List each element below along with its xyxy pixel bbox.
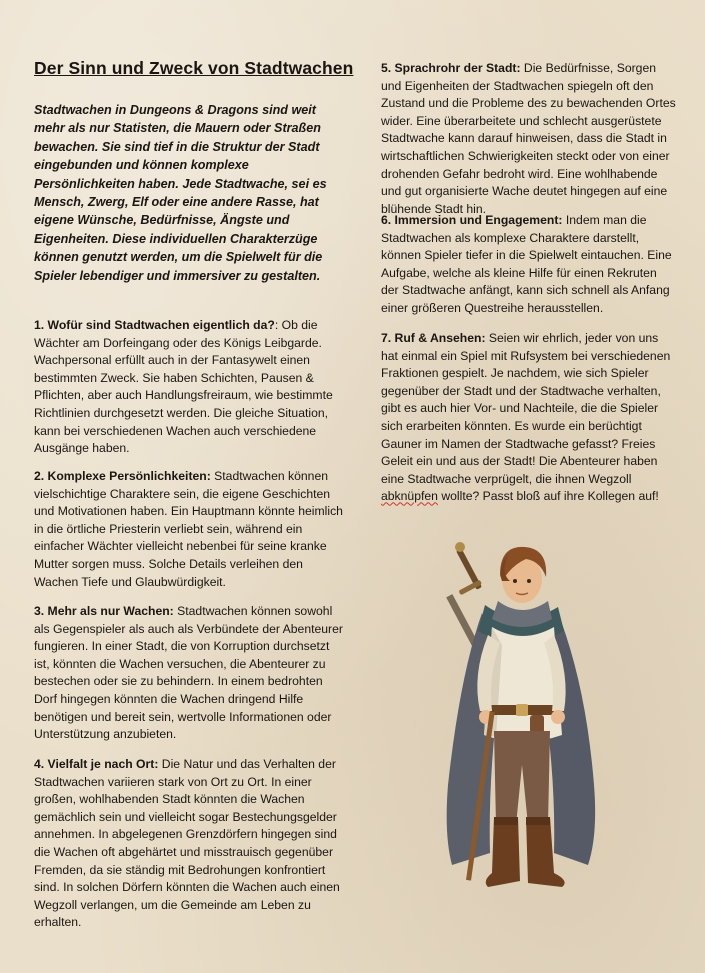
- section-text: Seien wir ehrlich, jeder von uns hat einmal ein Spiel mit Rufsystem bei verschiedenen Fraktionen gespielt. Je nachdem, wie sich Spieler gegenüber der Stadt und der Stadtwache verhalten, gibt es auch hier Vor- und Nachteile, die die Spieler sich erarbeiten könnten. Es wurde ein berüchtigt Gauner im Namen der Stadtwache gefasst? Freies Geleit ein und aus der Stadt! Die Abenteurer haben eine Stadtwache verprügelt, die ihnen Wegzoll: [381, 331, 671, 486]
- section-heading: 7. Ruf & Ansehen:: [381, 331, 486, 345]
- section-heading: 5. Sprachrohr der Stadt:: [381, 61, 521, 75]
- section-4: [34, 756, 346, 932]
- section-7: [381, 330, 677, 506]
- section-heading: 3. Mehr als nur Wachen:: [34, 604, 174, 618]
- section-1: [34, 317, 346, 458]
- section-text: : Ob die Wächter am Dorfeingang oder des Königs Leibgarde. Wachpersonal erfüllt auch in der Fantasywelt einen bestimmten Zweck. Sie haben Schichten, Pausen & Pflichten, aber auch Handlungsfreiraum, wie bestimmte Richtlinien durchgesetzt werden. Die gleiche Situation, kann bei verschiedenen Wachen auch verschiedene Ausgänge haben.: [34, 318, 333, 456]
- page-title: Der Sinn und Zweck von Stadtwachen: [34, 58, 354, 78]
- section-6: [381, 212, 677, 318]
- section-heading: 2. Komplexe Persönlichkeiten:: [34, 469, 211, 483]
- section-5: [381, 60, 677, 218]
- section-heading: 4. Vielfalt je nach Ort:: [34, 757, 159, 771]
- section-text: Die Natur und das Verhalten der Stadtwachen variieren stark von Ort zu Ort. In einer großen, wohlhabenden Stadt könnten die Wachen gemächlich sein und vielleicht sogar Bestechungsgelder annehmen. In abgelegenen Grenzdörfern hingegen sind die Wachen oft abgehärtet und misstrauisch gegenüber Fremden, da sie ständig mit Bedrohungen konfrontiert sind. In solchen Dörfern könnten die Wachen auch einen Wegzoll verlangen, um die Gemeinde am Leben zu erhalten.: [34, 757, 340, 930]
- intro-paragraph: Stadtwachen in Dungeons & Dragons sind weit mehr als nur Statisten, die Mauern oder Straßen bewachen. Sie sind tief in die Struktur der Stadt eingebunden und können komplexe Persönlichkeiten haben. Jede Stadtwache, sei es Mensch, Zwerg, Elf oder eine andere Rasse, hat eigene Wünsche, Bedürfnisse, Ängste und Eigenheiten. Diese individuellen Charakterzüge können genutzt werden, um die Spielwelt für die Spieler lebendiger und immersiver zu gestalten.: [34, 103, 327, 283]
- section-text: Indem man die Stadtwachen als komplexe Charaktere darstellt, können Spieler tiefer in die Spielwelt eintauchen. Eine Aufgabe, welche als kleine Hilfe für einen Rekruten der Stadtwache anfängt, kann sich schnell als Anfang einer größeren Questreihe herausstellen.: [381, 213, 672, 315]
- guard-illustration: [430, 535, 610, 907]
- section-heading: 6. Immersion und Engagement:: [381, 213, 563, 227]
- section-3: [34, 603, 346, 744]
- spellcheck-flagged-word[interactable]: abknüpfen: [381, 489, 438, 504]
- section-heading: 1. Wofür sind Stadtwachen eigentlich da?: [34, 318, 275, 332]
- section-text-end: wollte? Passt bloß auf ihre Kollegen auf!: [437, 489, 659, 504]
- section-text: Stadtwachen können sowohl als Gegenspieler als auch als Verbündete der Abenteurer fungieren. In einer Stadt, die von Korruption durchsetzt ist, könnten die Wachen versuchen, die Abenteurer zu bestechen oder sie zu behindern. In einem bedrohten Dorf hingegen könnten die Wachen dringend Hilfe benötigen und bereit sein, wertvolle Informationen oder Unterstützung anzubieten.: [34, 604, 343, 742]
- section-text: Die Bedürfnisse, Sorgen und Eigenheiten der Stadtwachen spiegeln oft den Zustand und die Probleme des zu bewachenden Ortes wider. Eine überarbeitete und schlecht ausgerüstete Stadtwache kann darauf hinweisen, dass die Stadt in wirtschaftlichen Schwierigkeiten steckt oder von einer drohenden Gefahr bedroht wird. Eine wohlhabende und gut organisierte Wache deutet hingegen auf eine blühende Stadt hin.: [381, 61, 676, 216]
- section-2: [34, 468, 346, 591]
- section-text: Stadtwachen können vielschichtige Charaktere sein, die eigene Geschichten und Motivationen haben. Ein Hauptmann könnte heimlich in die örtliche Priesterin verliebt sein, während ein einfacher Wächter vielleicht nebenbei für seine kranke Mutter sorgen muss. Solche Details verleihen den Wachen Tiefe und Glaubwürdigkeit.: [34, 469, 343, 589]
